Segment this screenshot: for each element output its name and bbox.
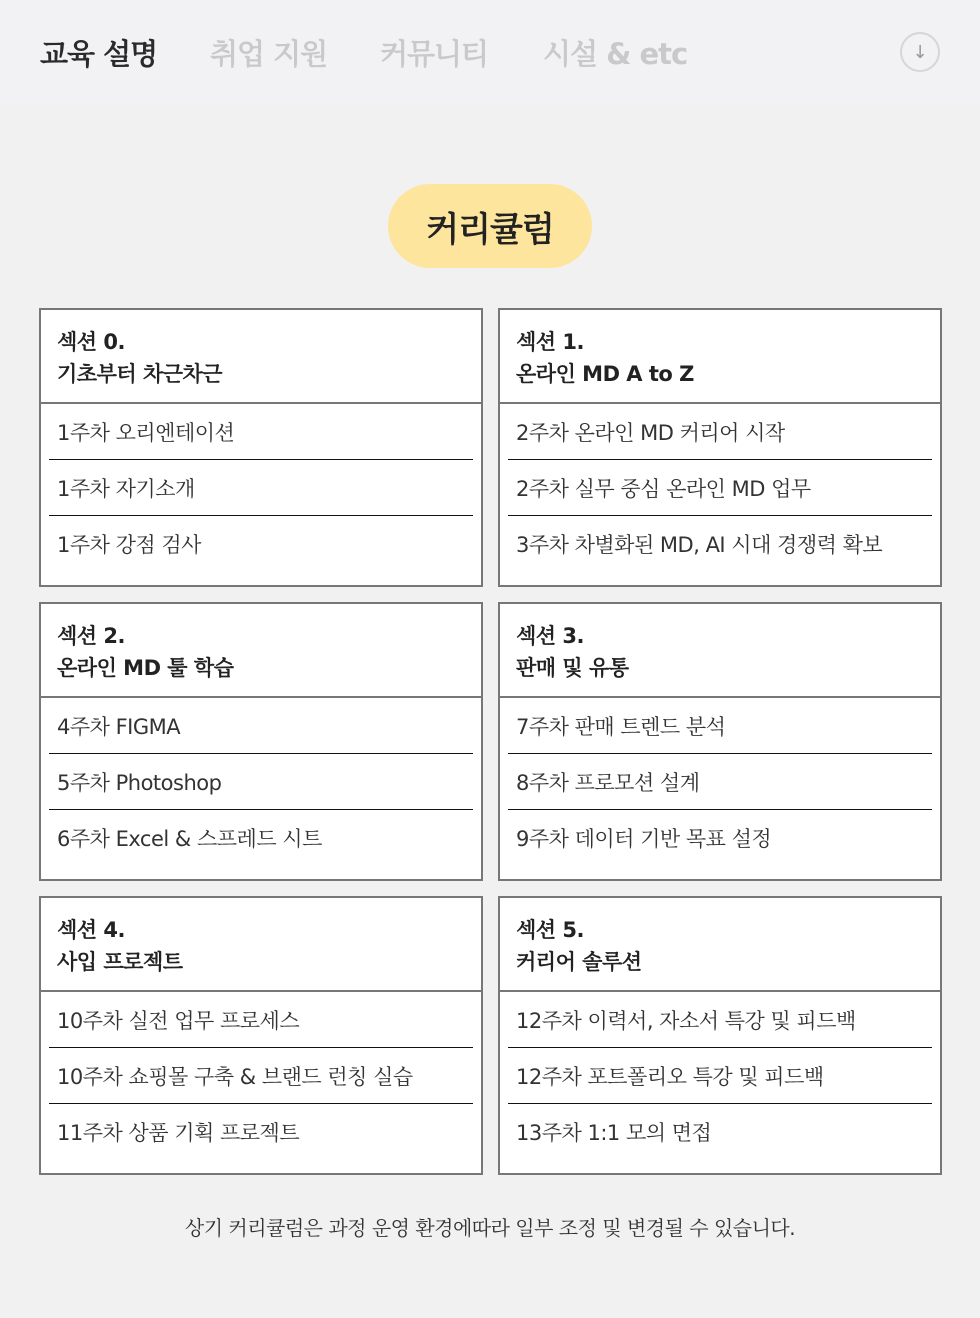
section-card [498,308,942,587]
section-name: 온라인 MD 툴 학습 [57,656,234,680]
disclaimer-note: 상기 커리큘럼은 과정 운영 환경에따라 일부 조정 및 변경될 수 있습니다. [184,1216,796,1240]
section-label: 섹션 1. [516,330,584,354]
list-item: 11주차 상품 기획 프로젝트 [57,1121,300,1145]
download-button[interactable] [900,32,940,72]
tab-facilities[interactable]: 시설 & etc [543,37,688,71]
list-item: 6주차 Excel & 스프레드 시트 [57,827,322,851]
section-header [41,604,481,698]
list-item: 9주차 데이터 기반 목표 설정 [516,827,772,851]
list-item: 2주차 실무 중심 온라인 MD 업무 [508,460,932,516]
section-card [39,602,483,881]
section-label: 섹션 0. [57,330,125,354]
section-card [39,896,483,1175]
list-item: 7주차 판매 트렌드 분석 [508,698,932,754]
section-label: 섹션 4. [57,918,125,942]
section-header [500,898,940,992]
page-title: 커리큘럼 [388,184,592,268]
list-item: 1주차 강점 검사 [57,533,201,557]
list-item: 2주차 온라인 MD 커리어 시작 [508,404,932,460]
section-header [41,898,481,992]
list-item: 1주차 오리엔테이션 [49,404,473,460]
section-header [500,310,940,404]
section-card [39,308,483,587]
section-name: 기초부터 차근차근 [57,362,223,386]
section-name: 판매 및 유통 [516,656,629,680]
list-item: 10주차 실전 업무 프로세스 [49,992,473,1048]
list-item: 10주차 쇼핑몰 구축 & 브랜드 런칭 실습 [49,1048,473,1104]
list-item: 8주차 프로모션 설계 [508,754,932,810]
tab-career-support[interactable]: 취업 지원 [210,37,328,71]
section-name: 온라인 MD A to Z [516,362,694,386]
section-card [498,896,942,1175]
list-item: 13주차 1:1 모의 면접 [516,1121,712,1145]
section-name: 커리어 솔루션 [516,950,642,974]
section-card [498,602,942,881]
list-item: 1주차 자기소개 [49,460,473,516]
section-header [500,604,940,698]
arrow-down-icon: ↓ [912,41,928,63]
tab-education[interactable]: 교육 설명 [40,37,158,71]
list-item: 12주차 이력서, 자소서 특강 및 피드백 [508,992,932,1048]
list-item: 3주차 차별화된 MD, AI 시대 경쟁력 확보 [516,533,883,557]
section-label: 섹션 5. [516,918,584,942]
list-item: 5주차 Photoshop [49,754,473,810]
list-item: 12주차 포트폴리오 특강 및 피드백 [508,1048,932,1104]
tab-community[interactable]: 커뮤니티 [380,37,489,71]
section-label: 섹션 2. [57,624,125,648]
list-item: 4주차 FIGMA [49,698,473,754]
section-label: 섹션 3. [516,624,584,648]
section-header [41,310,481,404]
section-name: 사입 프로젝트 [57,950,183,974]
top-nav [0,0,980,104]
